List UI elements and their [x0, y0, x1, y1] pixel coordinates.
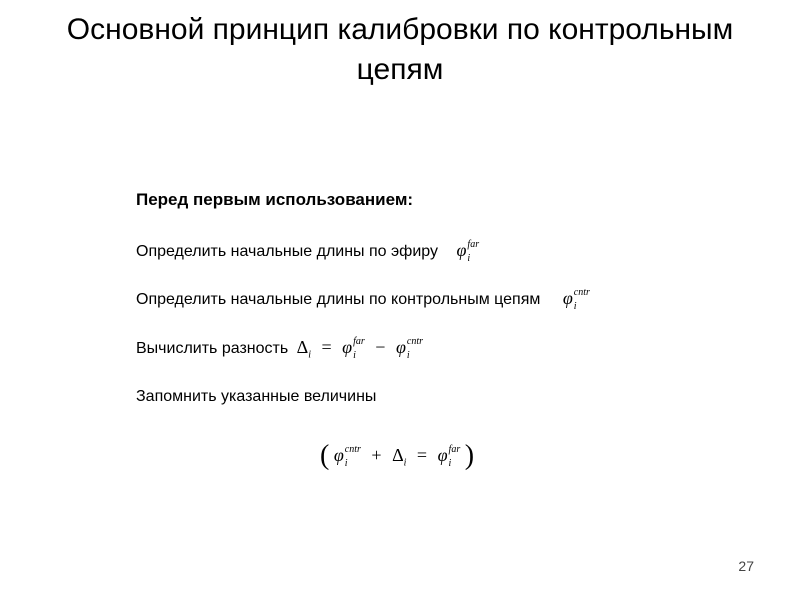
phi-symbol: φ [395, 337, 406, 357]
phi-far-formula [456, 238, 480, 264]
phi-symbol: φ [333, 445, 344, 465]
sub-sup [353, 335, 365, 361]
phi-symbol: φ [342, 337, 353, 357]
step-1-text: Определить начальные длины по эфиру [136, 243, 438, 260]
sub-sup [344, 443, 361, 469]
step-2 [136, 288, 590, 311]
subscript-i: i [467, 252, 471, 264]
step-2-text: Определить начальные длины по контрольным цепям [136, 291, 541, 308]
page-number: 27 [738, 558, 754, 574]
plus-sign: + [371, 445, 382, 465]
slide-title: Основной принцип калибровки по контрольным цепям [66, 13, 734, 86]
step-1 [136, 240, 479, 263]
phi-symbol: φ [437, 445, 448, 465]
subscript-i: i [308, 349, 311, 361]
subscript-i: i [448, 457, 452, 469]
remembered-values-formula [320, 440, 474, 472]
superscript-far: far [448, 443, 461, 455]
phi-symbol: φ [456, 240, 467, 260]
subscript-i: i [353, 349, 356, 361]
superscript-far: far [353, 335, 365, 347]
equals-sign: = [321, 337, 332, 357]
sub-sup [573, 286, 590, 312]
delta-formula [296, 335, 424, 361]
sub-sup [467, 238, 480, 264]
step-3 [136, 337, 423, 360]
subscript-i: i [573, 300, 577, 312]
step-3-text: Вычислить разность [136, 340, 289, 357]
step-4 [136, 388, 376, 406]
sub-sup [406, 335, 424, 361]
step-4-text: Запомнить указанные величины [136, 388, 377, 405]
subscript-i: i [344, 457, 348, 469]
left-paren: ( [320, 440, 330, 471]
delta-symbol: Δ [296, 337, 309, 357]
phi-cntr-formula [562, 286, 590, 312]
section-heading: Перед первым использованием: [136, 190, 414, 209]
minus-sign: − [375, 337, 386, 357]
superscript-cntr: cntr [406, 335, 424, 347]
subscript-i: i [406, 349, 410, 361]
equals-sign: = [416, 445, 428, 465]
subscript-i: i [403, 457, 407, 469]
delta-symbol: Δ [392, 445, 404, 465]
right-paren: ) [464, 440, 475, 471]
phi-symbol: φ [562, 288, 573, 308]
sub-sup [448, 443, 461, 469]
superscript-cntr: cntr [573, 286, 590, 298]
superscript-far: far [467, 238, 480, 250]
superscript-cntr: cntr [344, 443, 361, 455]
